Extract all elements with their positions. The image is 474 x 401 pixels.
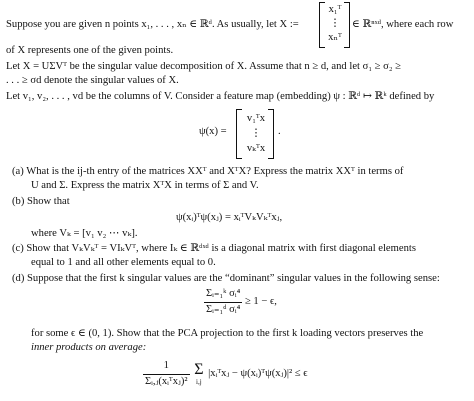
psi-row-2: ⋮ [250,128,262,139]
question-d: (d) Suppose that the first k singular values are the “dominant” singular values in the following sense: [12,273,440,284]
psi-period: . [278,126,281,137]
psi-vector [243,111,269,156]
intro-text-b: ∈ ℝⁿˣᵈ, where each row [352,19,454,30]
svd-line-2: . . . ≥ σd denote the singular values of X. [6,75,179,86]
question-b: (b) Show that [12,196,70,207]
feature-map-line: Let v₁, v₂, . . . , vd be the columns of V. Consider a feature map (embedding) ψ : ℝᵈ ↦ ℝᵏ defined by [6,91,435,102]
intro-line-2: of X represents one of the given points. [6,45,174,56]
question-c-line-2: equal to 1 and all other elements equal to 0. [31,257,216,268]
dominance-condition: $\frac{\text{Σᵢ₌₁ᵏ σᵢ⁴}}{\text{Σᵢ₌₁ᵈ σᵢ⁴}}$ ≥ 1 − ϵ, [206,288,277,315]
psi-left-bracket [236,109,242,159]
x-matrix-row-3: xₙᵀ [328,32,342,43]
intro-text-a: Suppose you are given n points x₁, . . . , xₙ ∈ ℝᵈ. As usually, let X := [6,19,299,30]
question-a-line-1: (a) What is the ij-th entry of the matrices XXᵀ and XᵀX? Express the matrix XXᵀ in terms of [12,166,404,177]
x-matrix-row-1: x₁ᵀ [328,4,342,15]
psi-row-3: vₖᵀx [246,143,266,154]
x-matrix-row-2: ⋮ [329,18,341,29]
question-a-line-2: U and Σ. Express the matrix XᵀX in terms of Σ and V. [31,180,259,191]
final-fraction: $\frac{1}{\text{Σᵢ,ⱼ(xᵢᵀxⱼ)²}}$ [145,360,188,387]
intro-line-1b [352,19,453,32]
question-d-for-line-2: inner products on average: [31,342,147,353]
question-b-where: where Vₖ = [v₁ v₂ ⋯ vₖ]. [31,228,138,239]
final-sum: Σ i,j [194,361,204,387]
psi-right-bracket [268,109,274,159]
question-b-equation: ψ(xᵢ)ᵀψ(xⱼ) = xᵢᵀVₖVₖᵀxⱼ, [176,212,283,223]
dominance-fraction: $\frac{\text{Σᵢ₌₁ᵏ σᵢ⁴}}{\text{Σᵢ₌₁ᵈ σᵢ⁴}}$ [206,288,241,315]
psi-lhs: ψ(x) = [199,126,227,137]
x-matrix-left-bracket [319,2,325,48]
svd-line-1: Let X = UΣVᵀ be the singular value decomposition of X. Assume that n ≥ d, and let σ₁ ≥ σ₂ ≥ [6,61,401,72]
x-matrix [326,3,344,45]
question-d-for-line-1: for some ϵ ∈ (0, 1). Show that the PCA projection to the first k loading vectors preserves the [31,328,424,339]
intro-line-1 [6,19,299,32]
psi-row-1: v₁ᵀx [246,113,266,124]
question-c-line-1: (c) Show that VₖVₖᵀ = VIₖVᵀ, where Iₖ ∈ ℝᵈˣᵈ is a diagonal matrix with first diagonal elements [12,243,416,254]
final-inequality: $\frac{1}{\text{Σᵢ,ⱼ(xᵢᵀxⱼ)²}}$ Σ i,j |xᵢᵀxⱼ − ψ(xᵢ)ᵀψ(xⱼ)|² ≤ ϵ [145,360,308,387]
x-matrix-right-bracket [344,2,350,48]
